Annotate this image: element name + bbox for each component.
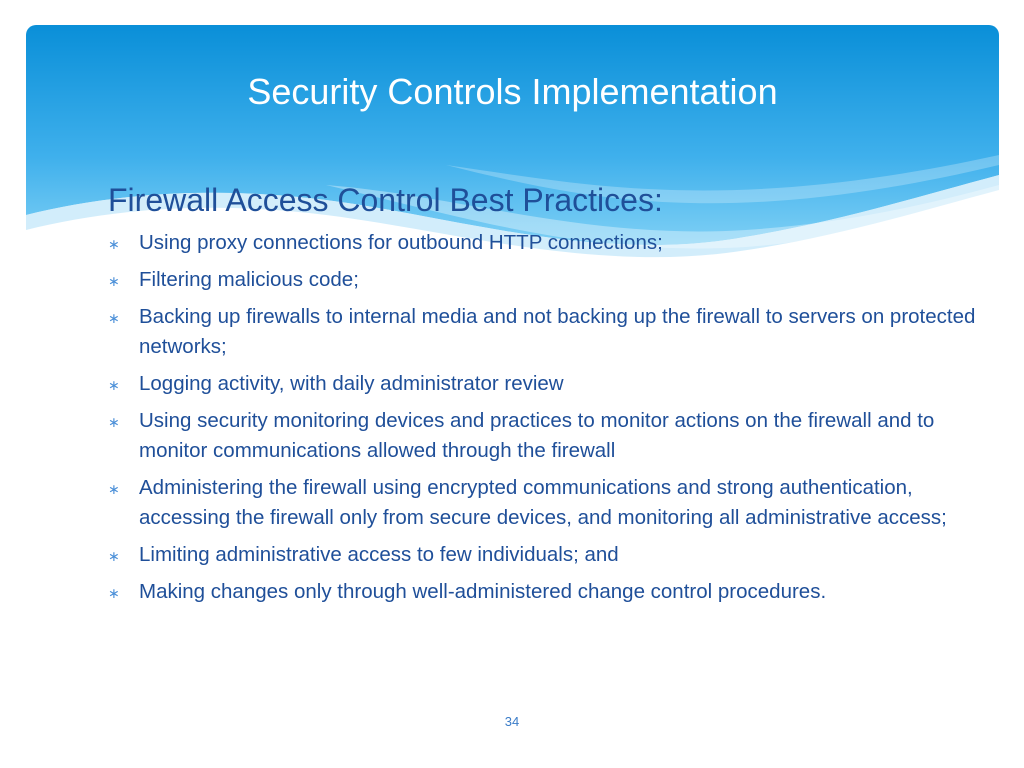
- section-heading: Firewall Access Control Best Practices:: [108, 182, 663, 218]
- bullet-asterisk-icon: ∗: [108, 377, 120, 393]
- list-item: [108, 577, 978, 607]
- list-item-text: Limiting administrative access to few individuals; and: [139, 543, 619, 566]
- list-item: [108, 540, 978, 570]
- page-number: 34: [504, 714, 520, 729]
- list-item-text: Logging activity, with daily administrator review: [139, 372, 564, 395]
- bullet-asterisk-icon: ∗: [108, 236, 120, 252]
- bullet-asterisk-icon: ∗: [108, 481, 120, 497]
- list-item: [108, 228, 978, 258]
- list-item-text: Filtering malicious code;: [139, 268, 359, 291]
- list-item-text: Backing up firewalls to internal media and not backing up the firewall to servers on protected networks;: [139, 305, 976, 358]
- list-item-text: Making changes only through well-administered change control procedures.: [139, 580, 827, 603]
- list-item: [108, 473, 978, 533]
- list-item: [108, 265, 978, 295]
- list-item: [108, 369, 978, 399]
- bullet-asterisk-icon: ∗: [108, 548, 120, 564]
- slide-content: [108, 180, 978, 614]
- bullet-list: [108, 228, 978, 607]
- list-item-text: Administering the firewall using encrypted communications and strong authentication, accessing the firewall only from secure devices, and monitoring all administrative access;: [139, 476, 947, 529]
- list-item-text: Using proxy connections for outbound HTTP connections;: [139, 231, 663, 254]
- bullet-asterisk-icon: ∗: [108, 273, 120, 289]
- bullet-asterisk-icon: ∗: [108, 585, 120, 601]
- list-item: [108, 406, 978, 466]
- list-item-text: Using security monitoring devices and practices to monitor actions on the firewall and to monitor communications allowed through the firewall: [139, 409, 935, 462]
- bullet-asterisk-icon: ∗: [108, 414, 120, 430]
- slide-title: Security Controls Implementation: [247, 71, 778, 112]
- bullet-asterisk-icon: ∗: [108, 310, 120, 326]
- list-item: [108, 302, 978, 362]
